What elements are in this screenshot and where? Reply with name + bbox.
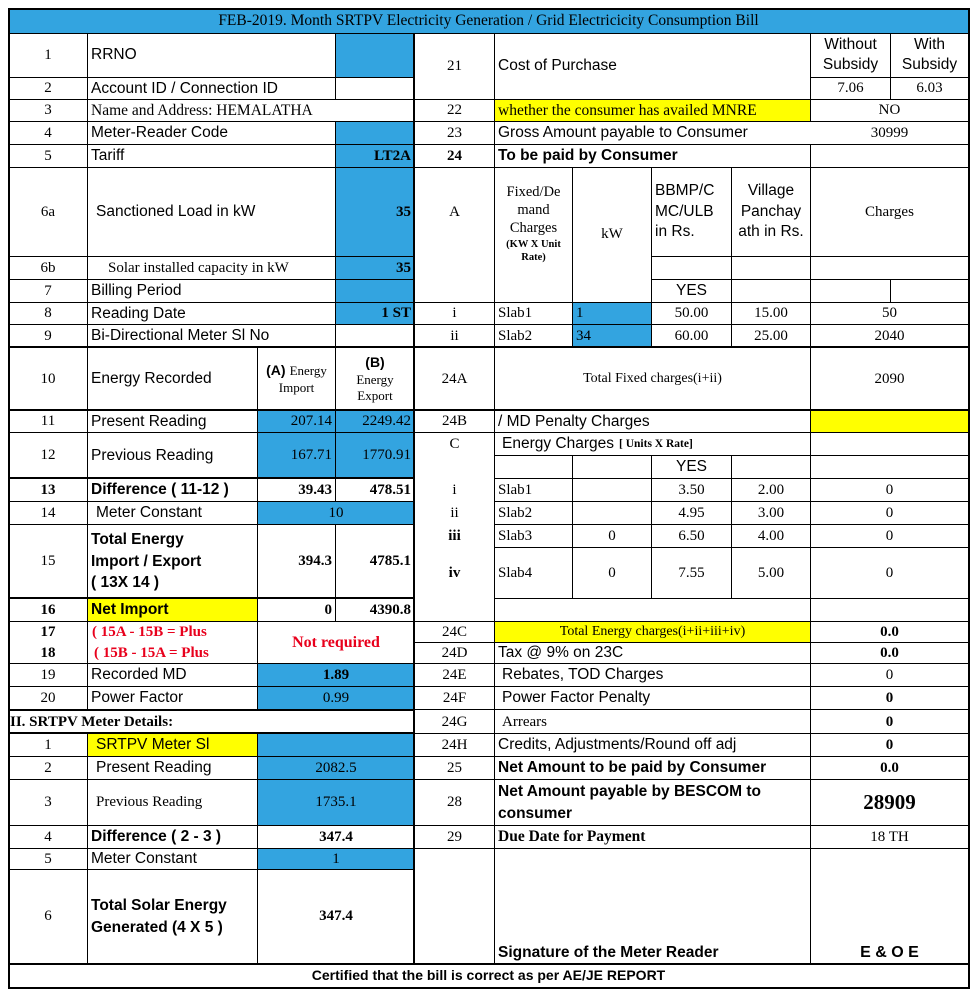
- total-energy-label-3: ( 13X 14 ): [91, 574, 160, 592]
- recorded-md-label: Recorded MD: [91, 666, 187, 683]
- line-h: [9, 848, 414, 849]
- fixed-slab-2-name: Slab2: [498, 327, 533, 344]
- row-20-no: 20: [40, 689, 56, 706]
- energy-slab-1-bbmp: 3.50: [678, 481, 705, 498]
- reading-date-label: Reading Date: [91, 304, 186, 322]
- srtpv-difference-value: 347.4: [319, 828, 353, 845]
- village-head-1: Village: [747, 181, 795, 199]
- line-v: [335, 33, 336, 100]
- fixed-slab-1-name: Slab1: [498, 305, 533, 321]
- row-8-no: 8: [44, 305, 52, 321]
- with-subsidy-1: With: [914, 35, 945, 53]
- line-h: [494, 524, 969, 525]
- energy-slab-1-name: Slab1: [498, 481, 533, 498]
- row-24g-no: 24G: [441, 713, 468, 730]
- signature-label: Signature of the Meter Reader: [498, 944, 719, 961]
- line-h: [9, 477, 414, 479]
- present-reading-label: Present Reading: [91, 412, 207, 430]
- village-header: [732, 168, 810, 256]
- srtpv-row-1-no: 1: [44, 736, 52, 753]
- without-subsidy-value: 7.06: [837, 80, 864, 96]
- net-bescom-label: [495, 780, 810, 825]
- row-23-no: 23: [447, 124, 462, 141]
- bill-title: FEB-2019. Month SRTPV Electricity Generation / Grid Electricicity Consumption Bill: [9, 9, 968, 33]
- md-penalty-value: [811, 411, 968, 432]
- line-h: [494, 501, 969, 502]
- srtpv-meter-sl-value: [258, 734, 414, 756]
- import-head-b1: Energy: [289, 363, 327, 378]
- credits-value: 0: [885, 736, 894, 753]
- energy-charges-unit: [ Units X Rate]: [619, 438, 693, 450]
- line-h: [9, 77, 414, 78]
- net-amount-consumer-label: Net Amount to be paid by Consumer: [498, 759, 767, 776]
- total-energy-label: [88, 525, 257, 598]
- fixed-slab-1-bbmp: 50.00: [674, 305, 709, 321]
- line-h: [414, 621, 969, 622]
- srtpv-row-4-no: 4: [44, 828, 52, 845]
- fixed-yes: YES: [675, 282, 707, 299]
- line-v: [257, 347, 258, 711]
- arrears-value: 0: [885, 713, 894, 730]
- row-24a-no: 24A: [441, 370, 468, 387]
- fixed-head-4: (KW X Unit: [506, 238, 561, 250]
- line-v: [572, 455, 573, 598]
- tariff-value: LT2A: [336, 145, 414, 167]
- row-22-no: 22: [447, 102, 462, 118]
- row-9-no: 9: [44, 327, 52, 344]
- border-right: [968, 8, 970, 989]
- line-h: [9, 279, 414, 280]
- line-h: [9, 324, 414, 325]
- energy-slab-3-village: 4.00: [757, 527, 785, 544]
- line-h: [9, 621, 414, 622]
- energy-slab-2-charge: 0: [885, 504, 894, 521]
- difference-label: Difference ( 11-12 ): [91, 481, 229, 498]
- energy-export-header: [336, 348, 414, 410]
- line-v: [810, 167, 811, 622]
- srtpv-row-6-no: 6: [44, 908, 52, 924]
- reading-date-value: 1 ST: [336, 303, 414, 324]
- row-15-no: 15: [40, 553, 56, 569]
- total-energy-label-2: Import / Export: [91, 552, 202, 570]
- line-h: [494, 598, 969, 599]
- export-head-b2: Export: [357, 387, 393, 403]
- meter-constant-label: Meter Constant: [96, 504, 202, 521]
- fixed-slab-1-charge: 50: [882, 305, 897, 321]
- line-h: [414, 302, 969, 303]
- export-head-b1: Energy: [356, 371, 394, 387]
- line-v: [87, 33, 88, 711]
- solar-capacity-label: Solar installed capacity in kW: [108, 259, 289, 276]
- row-3-no: 3: [44, 102, 52, 118]
- net-bescom-value: 28909: [863, 790, 916, 814]
- line-h: [494, 547, 969, 548]
- line-h: [9, 686, 414, 687]
- row-25-no: 25: [447, 759, 462, 776]
- to-be-paid-label: To be paid by Consumer: [498, 147, 678, 164]
- row-24-no: 24: [447, 147, 462, 164]
- rrno-value: [336, 33, 414, 77]
- fixed-slab-1-village: 15.00: [754, 305, 788, 321]
- total-solar-label-1: Total Solar Energy: [91, 896, 227, 914]
- energy-slab-3-bbmp: 6.50: [678, 527, 705, 544]
- energy-slab-1-charge: 0: [885, 481, 894, 498]
- border-left: [8, 8, 10, 989]
- charges-header: Charges: [865, 203, 914, 220]
- kw-header: kW: [601, 226, 623, 242]
- line-h: [9, 732, 414, 734]
- energy-slab-4-charge: 0: [885, 564, 894, 581]
- solar-capacity-value: 35: [336, 257, 414, 279]
- row-29-no: 29: [447, 828, 462, 845]
- energy-slab-4-bbmp: 7.55: [678, 564, 705, 581]
- mnre-value: NO: [878, 102, 901, 118]
- fixed-head-1: Fixed/De: [506, 184, 561, 201]
- line-v: [335, 121, 336, 348]
- previous-reading-label: Previous Reading: [91, 446, 214, 464]
- total-energy-charges-label: Total Energy charges(i+ii+iii+iv): [495, 622, 810, 642]
- with-subsidy-value: 6.03: [916, 80, 943, 96]
- srtpv-difference-label: Difference ( 2 - 3 ): [91, 828, 222, 845]
- gross-amount-label: Gross Amount payable to Consumer: [498, 124, 748, 141]
- line-v: [494, 33, 495, 963]
- line-h: [414, 709, 969, 710]
- row-18-no: 18: [40, 644, 56, 661]
- row-16-no: 16: [40, 601, 56, 618]
- line-h: [9, 432, 414, 433]
- cost-of-purchase-label: Cost of Purchase: [498, 57, 617, 74]
- srtpv-row-2-no: 2: [44, 759, 52, 776]
- line-h: [414, 686, 969, 687]
- row-19-no: 19: [40, 666, 56, 683]
- row-12-no: 12: [40, 447, 56, 463]
- row-18-label: ( 15B - 15A = Plus: [94, 644, 209, 661]
- energy-slab-3-charge: 0: [885, 527, 894, 544]
- fixed-slab-2-village: 25.00: [754, 327, 788, 344]
- line-h: [9, 256, 414, 257]
- fixed-slab-1-kw: 1: [573, 303, 651, 324]
- energy-slab-4-units: 0: [608, 564, 616, 581]
- energy-slab-1-no: i: [452, 481, 457, 498]
- line-h: [9, 144, 414, 145]
- row-1-no: 1: [44, 46, 52, 63]
- line-v: [810, 622, 811, 963]
- fixed-slab-2-kw: 34: [573, 325, 651, 347]
- net-import-import: 0: [324, 601, 332, 618]
- line-h: [9, 597, 414, 599]
- bbmp-header: [652, 168, 731, 256]
- tariff-label: Tariff: [91, 147, 125, 164]
- net-import-export: 4390.8: [369, 601, 411, 618]
- not-required-note: Not required: [292, 633, 380, 651]
- with-subsidy-header: [891, 33, 968, 77]
- energy-charges-label: [495, 433, 810, 455]
- name-address-label: Name and Address: HEMALATHA: [91, 101, 313, 119]
- meter-sl-label: Bi-Directional Meter Sl No: [91, 327, 270, 344]
- arrears-label: Arrears: [502, 713, 547, 730]
- credits-label: Credits, Adjustments/Round off adj: [498, 736, 737, 753]
- gross-amount-value: 30999: [870, 124, 909, 141]
- fixed-head-3: Charges: [509, 220, 558, 237]
- row-14-no: 14: [40, 504, 56, 521]
- row-6a-no: 6a: [40, 203, 56, 220]
- line-h: [9, 709, 414, 711]
- line-v: [335, 524, 336, 622]
- tax-label: Tax @ 9% on 23C: [498, 644, 624, 661]
- net-amount-consumer-value: 0.0: [880, 759, 899, 776]
- row-24e-no: 24E: [442, 666, 467, 683]
- total-fixed-value: 2090: [874, 370, 905, 387]
- previous-reading-import: 167.71: [258, 433, 335, 478]
- meter-sl-value: [336, 325, 414, 347]
- energy-slab-3-name: Slab3: [498, 527, 533, 544]
- export-head-a: (B): [365, 354, 385, 370]
- total-energy-label-1: Total Energy: [91, 530, 184, 548]
- line-v: [731, 455, 732, 598]
- line-h: [9, 963, 969, 965]
- line-h: [414, 167, 969, 168]
- line-v: [651, 167, 652, 348]
- line-h: [414, 324, 969, 325]
- energy-slab-1-village: 2.00: [757, 481, 785, 498]
- pf-penalty-value: 0: [885, 689, 894, 706]
- import-head-a: (A): [266, 362, 286, 378]
- line-v: [572, 167, 573, 348]
- line-v: [731, 167, 732, 348]
- pf-penalty-label: Power Factor Penalty: [502, 689, 651, 706]
- total-solar-value: 347.4: [319, 908, 353, 924]
- bbmp-head-2: MC/ULB: [655, 202, 714, 220]
- difference-export: 478.51: [369, 481, 411, 498]
- row-2-no: 2: [44, 80, 52, 96]
- line-h: [414, 779, 969, 780]
- power-factor-label: Power Factor: [91, 689, 184, 706]
- total-energy-charges-value: 0.0: [880, 623, 899, 640]
- srtpv-present-reading-label: Present Reading: [96, 759, 212, 776]
- due-date-value: 18 TH: [870, 828, 909, 845]
- line-h: [9, 779, 414, 780]
- rrno-label: RRNO: [91, 46, 137, 63]
- row-5-no: 5: [44, 147, 52, 164]
- line-v: [890, 33, 891, 100]
- row-11-no: 11: [40, 413, 56, 429]
- total-solar-label: [88, 870, 257, 963]
- total-fixed-label: Total Fixed charges(i+ii): [583, 371, 722, 386]
- energy-slab-3-no: iii: [448, 527, 461, 544]
- line-h: [494, 478, 969, 479]
- mnre-label: whether the consumer has availed MNRE: [495, 100, 810, 121]
- line-h: [414, 848, 969, 849]
- total-energy-export: 4785.1: [369, 553, 411, 569]
- fixed-slab-1-no: i: [452, 305, 457, 321]
- energy-charges-text: Energy Charges: [502, 435, 615, 452]
- fixed-charges-no: A: [449, 203, 460, 220]
- energy-yes: YES: [675, 458, 707, 475]
- certified-footer: Certified that the bill is correct as per AE/JE REPORT: [311, 967, 666, 983]
- without-subsidy-header: [811, 33, 890, 77]
- line-h: [414, 642, 969, 643]
- line-h: [414, 144, 969, 145]
- account-id-value: [336, 78, 414, 99]
- srtpv-previous-reading-value: 1735.1: [258, 780, 414, 825]
- row-24f-no: 24F: [442, 689, 467, 706]
- row-4-no: 4: [44, 124, 52, 141]
- line-h: [414, 432, 969, 433]
- line-h: [9, 346, 414, 348]
- tax-value: 0.0: [880, 644, 899, 661]
- srtpv-meter-constant-value: 1: [258, 849, 414, 869]
- line-v: [651, 455, 652, 598]
- without-subsidy-2: Subsidy: [822, 56, 879, 73]
- line-h: [9, 756, 414, 757]
- fixed-slab-2-charge: 2040: [874, 327, 905, 344]
- with-subsidy-2: Subsidy: [901, 56, 958, 73]
- line-h: [810, 77, 968, 78]
- row-21-no: 21: [447, 57, 462, 74]
- bbmp-head-3: in Rs.: [655, 223, 695, 241]
- row-6b-no: 6b: [40, 259, 56, 276]
- meter-reader-code-label: Meter-Reader Code: [91, 124, 228, 141]
- row-10-no: 10: [40, 370, 56, 387]
- row-17-no: 17: [40, 623, 56, 640]
- line-h: [414, 409, 969, 411]
- line-h: [414, 825, 969, 826]
- energy-recorded-label: Energy Recorded: [91, 370, 212, 387]
- border-top: [8, 8, 970, 10]
- line-h: [9, 524, 414, 525]
- border-bottom: [8, 987, 970, 989]
- energy-slab-4-village: 5.00: [757, 564, 785, 581]
- energy-slab-2-village: 3.00: [757, 504, 785, 521]
- line-v: [890, 279, 891, 302]
- meter-reader-code-value: [336, 122, 414, 144]
- row-24d-no: 24D: [441, 644, 468, 661]
- rebates-value: 0: [885, 666, 894, 683]
- account-id-label: Account ID / Connection ID: [91, 79, 278, 97]
- import-head-b2: Import: [278, 380, 315, 395]
- sanctioned-load-value: 35: [336, 168, 414, 256]
- line-h: [651, 256, 969, 257]
- line-h: [9, 409, 414, 411]
- energy-slab-4-name: Slab4: [498, 564, 533, 581]
- recorded-md-value: 1.89: [258, 664, 414, 686]
- row-13-no: 13: [40, 481, 56, 498]
- line-h: [414, 346, 969, 348]
- line-h: [9, 302, 414, 303]
- meter-constant-value: 10: [258, 502, 414, 524]
- line-h: [494, 455, 969, 456]
- srtpv-present-reading-value: 2082.5: [258, 757, 414, 779]
- row-24c-no: 24C: [441, 623, 467, 640]
- energy-slab-2-name: Slab2: [498, 504, 533, 521]
- total-energy-import: 394.3: [298, 553, 332, 569]
- billing-period-value: [336, 280, 414, 302]
- fixed-head-5: Rate): [521, 251, 546, 263]
- energy-slab-2-units: [573, 502, 651, 524]
- energy-slab-1-units: [573, 479, 651, 501]
- eoe-label: E & O E: [860, 944, 919, 961]
- present-reading-import: 207.14: [258, 411, 335, 432]
- line-h: [9, 663, 414, 664]
- line-h: [414, 756, 969, 757]
- row-24h-no: 24H: [441, 736, 468, 753]
- srtpv-meter-sl-label: SRTPV Meter Sl: [88, 734, 257, 756]
- line-h: [9, 167, 414, 168]
- energy-import-header: [258, 348, 335, 410]
- row-17-label: ( 15A - 15B = Plus: [92, 623, 207, 640]
- due-date-label: Due Date for Payment: [498, 828, 646, 845]
- previous-reading-export: 1770.91: [336, 433, 414, 478]
- line-h: [651, 279, 969, 280]
- row-7-no: 7: [44, 282, 52, 299]
- row-28-no: 28: [447, 794, 462, 810]
- energy-slab-2-bbmp: 4.95: [678, 504, 705, 521]
- fixed-slab-2-no: ii: [450, 327, 459, 344]
- bbmp-head-1: BBMP/C: [655, 181, 715, 199]
- village-head-3: ath in Rs.: [738, 223, 804, 241]
- rebates-label: Rebates, TOD Charges: [502, 666, 664, 683]
- line-h: [9, 825, 414, 826]
- line-h: [414, 121, 969, 122]
- without-subsidy-1: Without: [824, 35, 877, 53]
- net-bescom-label-2: consumer: [498, 804, 573, 822]
- line-h: [9, 33, 969, 34]
- line-h: [9, 121, 414, 122]
- sanctioned-load-label: Sanctioned Load in kW: [96, 203, 256, 220]
- energy-slab-4-no: iv: [448, 564, 461, 581]
- fixed-head-2: mand: [517, 202, 550, 219]
- srtpv-section-title: II. SRTPV Meter Details:: [10, 713, 174, 730]
- power-factor-value: 0.99: [258, 687, 414, 709]
- village-head-2: Panchay: [740, 202, 802, 220]
- line-v: [810, 145, 811, 167]
- net-import-label: Net Import: [88, 599, 257, 621]
- total-solar-label-2: Generated (4 X 5 ): [91, 918, 223, 936]
- srtpv-row-5-no: 5: [44, 850, 52, 867]
- fixed-charges-header: [495, 168, 572, 279]
- energy-slab-3-units: 0: [608, 527, 616, 544]
- row-24b-no: 24B: [441, 413, 467, 429]
- energy-charges-no: C: [449, 435, 460, 452]
- srtpv-meter-constant-label: Meter Constant: [91, 850, 197, 867]
- line-h: [414, 99, 969, 100]
- srtpv-row-3-no: 3: [44, 794, 52, 810]
- line-h: [414, 733, 969, 734]
- net-bescom-label-1: Net Amount payable by BESCOM to: [498, 782, 761, 800]
- line-h: [9, 501, 414, 502]
- line-h: [9, 869, 414, 870]
- srtpv-previous-reading-label: Previous Reading: [96, 794, 203, 810]
- billing-period-label: Billing Period: [91, 282, 182, 299]
- fixed-slab-2-bbmp: 60.00: [674, 327, 709, 344]
- difference-import: 39.43: [298, 481, 332, 498]
- line-h: [414, 663, 969, 664]
- present-reading-export: 2249.42: [336, 411, 414, 432]
- md-penalty-label: / MD Penalty Charges: [498, 412, 650, 430]
- energy-slab-2-no: ii: [450, 504, 459, 521]
- line-h: [9, 99, 414, 100]
